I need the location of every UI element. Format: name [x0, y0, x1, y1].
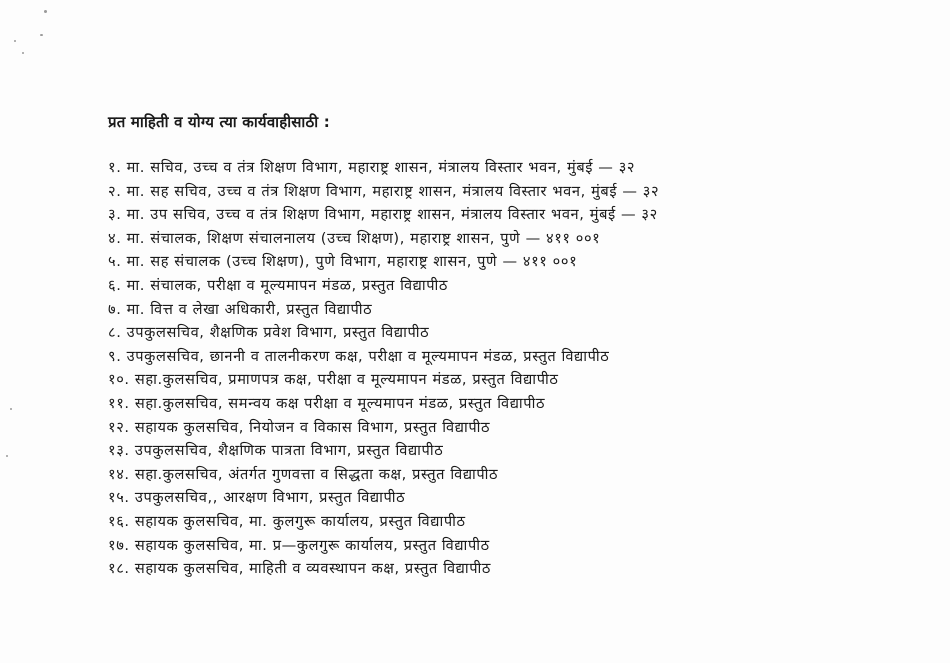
list-item: १४. सहा.कुलसचिव, अंतर्गत गुणवत्ता व सिद्धता कक्ष, प्रस्तुत विद्यापीठ [108, 465, 499, 483]
list-item: १५. उपकुलसचिव,, आरक्षण विभाग, प्रस्तुत विद्यापीठ [108, 489, 406, 507]
distribution-heading: प्रत माहिती व योग्य त्या कार्यवाहीसाठी : [108, 113, 330, 131]
scan-speck [40, 34, 43, 36]
list-item: ८. उपकुलसचिव, शैक्षणिक प्रवेश विभाग, प्रस्तुत विद्यापीठ [108, 324, 430, 342]
list-item: १. मा. सचिव, उच्च व तंत्र शिक्षण विभाग, महाराष्ट्र शासन, मंत्रालय विस्तार भवन, मुंबई — ३२ [108, 159, 636, 176]
scan-speck [10, 408, 12, 410]
scan-speck [6, 455, 8, 457]
list-item: ६. मा. संचालक, परीक्षा व मूल्यमापन मंडळ, प्रस्तुत विद्यापीठ [108, 276, 448, 294]
list-item: ९. उपकुलसचिव, छाननी व तालनीकरण कक्ष, परीक्षा व मूल्यमापन मंडळ, प्रस्तुत विद्यापीठ [108, 347, 610, 365]
list-item: ३. मा. उप सचिव, उच्च व तंत्र शिक्षण विभाग, महाराष्ट्र शासन, मंत्रालय विस्तार भवन, मुंबई — ३२ [108, 206, 658, 224]
scan-speck [44, 10, 47, 13]
recipient-list [108, 156, 659, 581]
list-item: १६. सहायक कुलसचिव, मा. कुलगुरू कार्यालय, प्रस्तुत विद्यापीठ [108, 512, 466, 530]
scan-speck [14, 40, 16, 42]
list-item: ७. मा. वित्त व लेखा अधिकारी, प्रस्तुत विद्यापीठ [108, 300, 373, 318]
list-item: ४. मा. संचालक, शिक्षण संचालनालय (उच्च शिक्षण), महाराष्ट्र शासन, पुणे — ४११ ००१ [108, 229, 601, 247]
list-item: १३. उपकुलसचिव, शैक्षणिक पात्रता विभाग, प्रस्तुत विद्यापीठ [108, 442, 444, 460]
list-item: ५. मा. सह संचालक (उच्च शिक्षण), पुणे विभाग, महाराष्ट्र शासन, पुणे — ४११ ००१ [108, 253, 578, 271]
list-item: ११. सहा.कुलसचिव, समन्वय कक्ष परीक्षा व मूल्यमापन मंडळ, प्रस्तुत विद्यापीठ [108, 394, 546, 412]
list-item: १०. सहा.कुलसचिव, प्रमाणपत्र कक्ष, परीक्षा व मूल्यमापन मंडळ, प्रस्तुत विद्यापीठ [108, 371, 559, 389]
list-item: २. मा. सह सचिव, उच्च व तंत्र शिक्षण विभाग, महाराष्ट्र शासन, मंत्रालय विस्तार भवन, मुंबई — ३२ [108, 182, 660, 200]
list-item: १७. सहायक कुलसचिव, मा. प्र—कुलगुरू कार्यालय, प्रस्तुत विद्यापीठ [108, 536, 490, 554]
list-item: १८. सहायक कुलसचिव, माहिती व व्यवस्थापन कक्ष, प्रस्तुत विद्यापीठ [108, 560, 492, 578]
scan-speck [22, 52, 24, 54]
list-item: १२. सहायक कुलसचिव, नियोजन व विकास विभाग, प्रस्तुत विद्यापीठ [108, 418, 491, 436]
